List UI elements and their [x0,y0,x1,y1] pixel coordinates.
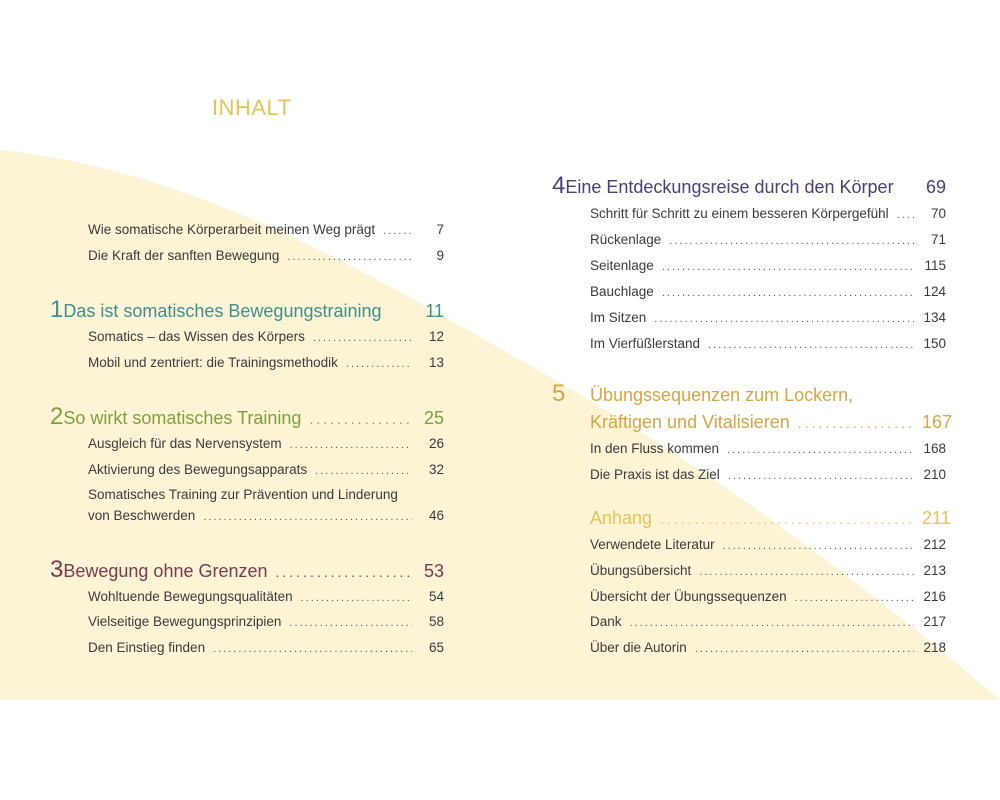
dot-leader [660,511,914,527]
toc-entry[interactable] [590,336,946,351]
entry-page: 12 [428,329,444,344]
dot-leader [290,439,412,451]
toc-entry[interactable] [590,441,946,456]
toc-entry[interactable] [590,563,946,578]
dot-leader [795,592,914,604]
entry-label: In den Fluss kommen [590,441,720,456]
chapter-heading-5[interactable] [552,380,953,433]
entry-label: Die Kraft der sanften Bewegung [88,248,280,263]
dot-leader [723,540,914,552]
entry-label: Schritt für Schritt zu einem besseren Körpergefühl [590,206,889,221]
dot-leader [669,235,914,247]
appendix-heading[interactable] [590,508,951,529]
toc-entry[interactable] [590,537,946,552]
entry-label: Aktivierung des Bewegungsapparats [88,462,308,477]
entry-page: 70 [930,206,946,221]
entry-label: Vielseitige Bewegungsprinzipien [88,614,282,629]
toc-entry[interactable] [590,589,946,604]
dot-leader [315,465,412,477]
dot-leader [313,332,412,344]
toc-entry[interactable] [88,248,444,263]
entry-label: Über die Autorin [590,640,687,655]
dot-leader [276,564,412,580]
toc-entry[interactable] [590,232,946,247]
toc-entry[interactable] [590,467,946,482]
chapter-heading-4[interactable] [552,172,946,200]
entry-page: 9 [436,248,444,263]
dot-leader [798,415,914,431]
entry-page: 210 [923,467,946,482]
toc-entry[interactable] [88,462,444,477]
entry-page: 71 [930,232,946,247]
entry-label: Wie somatische Körperarbeit meinen Weg prägt [88,222,376,237]
toc-entry[interactable] [590,258,946,273]
entry-page: 54 [428,589,444,604]
dot-leader [695,643,914,655]
dot-leader [213,643,412,655]
entry-page: 7 [436,222,444,237]
dot-leader [662,287,914,299]
toc-entry[interactable] [88,589,444,604]
toc-entry[interactable] [590,310,946,325]
toc-entry[interactable] [88,614,444,629]
toc-entry[interactable] [590,206,946,221]
entry-label: Den Einstieg finden [88,640,206,655]
toc-entry[interactable] [590,284,946,299]
dot-leader [630,617,914,629]
dot-leader [728,470,914,482]
dot-leader [662,261,914,273]
toc-entry[interactable] [590,640,946,655]
chapter-heading-3[interactable] [50,556,444,584]
entry-label: Wohltuende Bewegungsqualitäten [88,589,293,604]
entry-label: Übersicht der Übungssequenzen [590,589,787,604]
chapter-heading-2[interactable] [50,403,444,431]
chapter-title: So wirkt somatisches Training [63,408,302,428]
dot-leader [289,617,412,629]
appendix-page: 211 [922,508,951,528]
chapter-number: 3 [50,556,64,583]
entry-page: 212 [923,537,946,552]
chapter-title: Bewegung ohne Grenzen [63,561,268,581]
entry-label: Übungsübersicht [590,563,692,578]
toc-entry[interactable] [88,436,444,451]
appendix-title: Anhang [590,508,653,528]
entry-label: Bauchlage [590,284,654,299]
entry-page: 150 [923,336,946,351]
dot-leader [654,313,914,325]
page-title: INHALT [212,95,292,120]
entry-page: 26 [428,436,444,451]
entry-label: Dank [590,614,622,629]
entry-page: 13 [428,355,444,370]
entry-page: 46 [428,508,444,523]
dot-leader [699,566,914,578]
dot-leader [309,411,412,427]
entry-page: 124 [923,284,946,299]
entry-page: 217 [923,614,946,629]
chapter-title: Das ist somatisches Bewegungstraining [63,301,382,321]
chapter-heading-1[interactable] [50,296,444,324]
dot-leader [897,209,914,221]
chapter-title-line2: Kräftigen und Vitalisieren [590,412,790,432]
dot-leader [301,592,412,604]
entry-label: Seitenlage [590,258,654,273]
entry-label: Rückenlage [590,232,662,247]
chapter-page: 53 [423,561,444,581]
chapter-number: 4 [552,172,566,199]
entry-page: 134 [923,310,946,325]
entry-page: 58 [428,614,444,629]
entry-label: Verwendete Literatur [590,537,715,552]
chapter-title: Eine Entdeckungsreise durch den Körper [565,177,894,197]
chapter-number: 5 [552,380,566,407]
toc-entry[interactable] [88,222,444,237]
entry-page: 168 [923,441,946,456]
chapter-title-line1: Übungssequenzen zum Lockern, [590,385,854,405]
chapter-number: 2 [50,403,64,430]
entry-label-line2: von Beschwerden [88,508,196,523]
entry-page: 216 [923,589,946,604]
entry-label: Somatics – das Wissen des Körpers [88,329,305,344]
chapter-page: 11 [425,301,444,321]
dot-leader [383,225,412,237]
entry-page: 115 [924,258,946,273]
entry-label: Im Sitzen [590,310,647,325]
toc-entry[interactable] [88,487,444,523]
entry-label: Mobil und zentriert: die Trainingsmethodik [88,355,338,370]
dot-leader [727,444,914,456]
chapter-page: 167 [922,412,953,432]
toc-entry[interactable] [88,640,444,655]
entry-page: 65 [428,640,444,655]
entry-page: 32 [428,462,444,477]
entry-label-line1: Somatisches Training zur Prävention und Linderung [88,487,398,502]
chapter-page: 69 [925,177,946,197]
dot-leader [287,251,412,263]
toc-entry[interactable] [88,355,444,370]
entry-label: Im Vierfüßlerstand [590,336,701,351]
chapter-number: 1 [50,296,64,323]
toc-entry[interactable] [88,329,444,344]
entry-page: 213 [923,563,946,578]
dot-leader [346,358,412,370]
entry-label: Die Praxis ist das Ziel [590,467,720,482]
toc-entry[interactable] [590,614,946,629]
chapter-page: 25 [423,408,444,428]
dot-leader [708,339,914,351]
entry-label: Ausgleich für das Nervensystem [88,436,282,451]
entry-page: 218 [923,640,946,655]
dot-leader [203,511,412,523]
